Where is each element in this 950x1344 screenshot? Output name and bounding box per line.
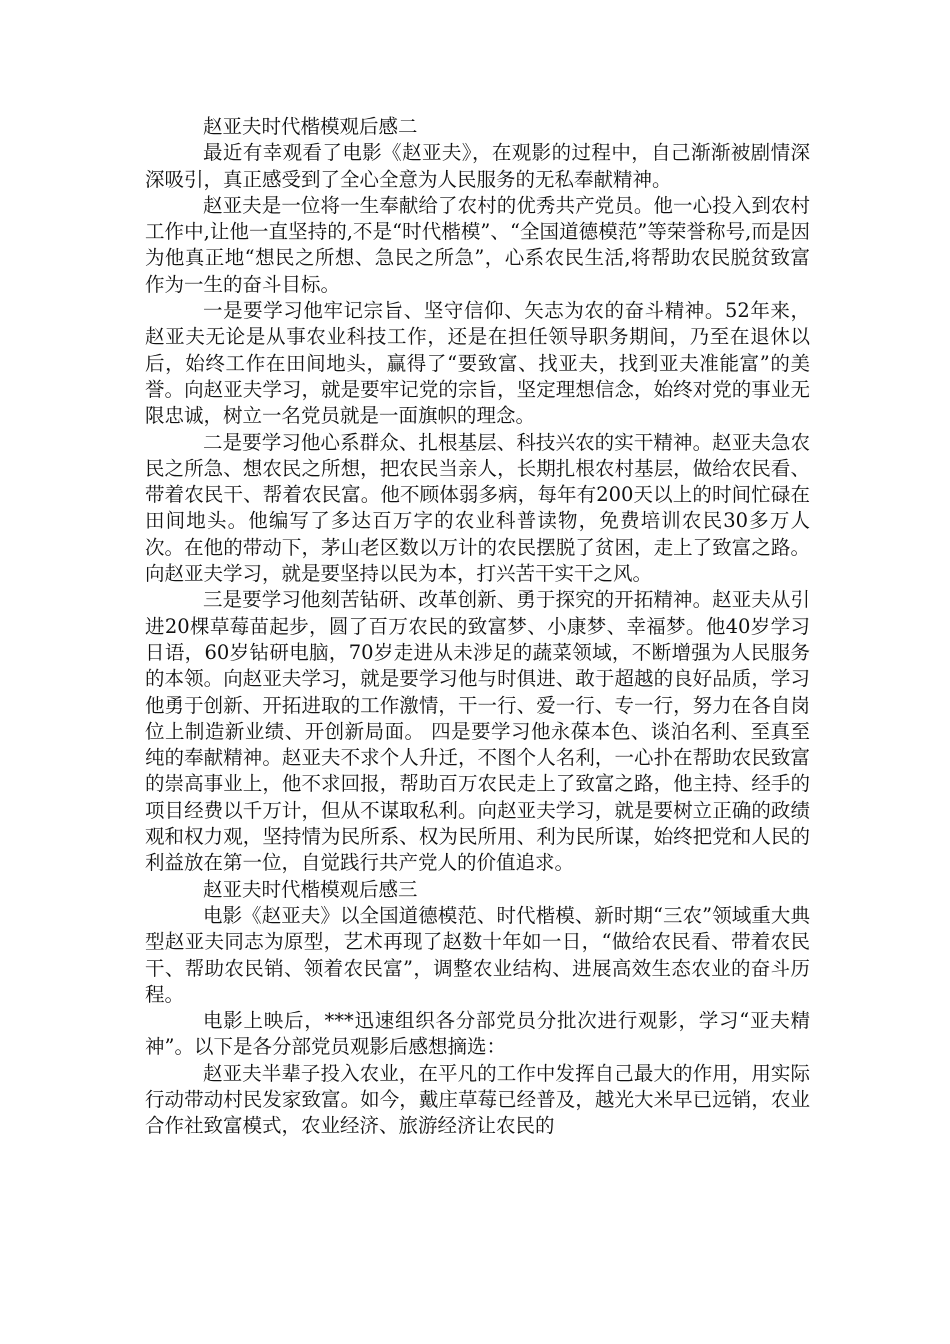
paragraph: 赵亚夫是一位将一生奉献给了农村的优秀共产党员。他一心投入到农村工作中,让他一直坚持的,不是“时代楷模”、“全国道德模范”等荣誉称号,而是因为他真正地“想民之所想、急民之所急”，心系农民生活,将帮助农民脱贫致富作为一生的奋斗目标。	[145, 193, 810, 296]
paragraph: 最近有幸观看了电影《赵亚夫》，在观影的过程中，自己渐渐被剧情深深吸引，真正感受到了全心全意为人民服务的无私奉献精神。	[145, 141, 810, 191]
paragraph: 一是要学习他牢记宗旨、坚守信仰、矢志为农的奋斗精神。52年来，赵亚夫无论是从事农业科技工作，还是在担任领导职务期间，乃至在退休以后，始终工作在田间地头，赢得了“要致富、找亚夫，找到亚夫准能富”的美誉。向赵亚夫学习，就是要牢记党的宗旨，坚定理想信念，始终对党的事业无限忠诚，树立一名党员就是一面旗帜的理念。	[145, 299, 810, 428]
document-page	[145, 114, 810, 1140]
section-title: 赵亚夫时代楷模观后感二	[203, 115, 418, 138]
paragraph: 二是要学习他心系群众、扎根基层、科技兴农的实干精神。赵亚夫急农民之所急、想农民之所想，把农民当亲人，长期扎根农村基层，做给农民看、带着农民干、帮着农民富。他不顾体弱多病，每年有200天以上的时间忙碌在田间地头。他编写了多达百万字的农业科普读物，免费培训农民30多万人次。在他的带动下，茅山老区数以万计的农民摆脱了贫困，走上了致富之路。向赵亚夫学习，就是要坚持以民为本，打兴苦干实干之风。	[145, 430, 810, 586]
paragraph: 赵亚夫半辈子投入农业，在平凡的工作中发挥自己最大的作用，用实际行动带动村民发家致富。如今，戴庄草莓已经普及，越光大米早已远销，农业合作社致富模式，农业经济、旅游经济让农民的	[145, 1061, 810, 1138]
paragraph: 三是要学习他刻苦钻研、改革创新、勇于探究的开拓精神。赵亚夫从引进20棵草莓苗起步，圆了百万农民的致富梦、小康梦、幸福梦。他40岁学习日语，60岁钻研电脑，70岁走进从未涉足的蔬菜领域，不断增强为人民服务的本领。向赵亚夫学习，就是要学习他与时俱进、敢于超越的良好品质，学习他勇于创新、开拓进取的工作激情，干一行、爱一行、专一行，努力在各自岗位上制造新业绩、开创新局面。 四是要学习他永葆本色、谈泊名利、至真至纯的奉献精神。赵亚夫不求个人升迁，不图个人名利，一心扑在帮助农民致富的崇高事业上，他不求回报，帮助百万农民走上了致富之路，他主持、经手的项目经费以千万计，但从不谋取私利。向赵亚夫学习，就是要树立正确的政绩观和权力观，坚持情为民所系、权为民所用、利为民所谋，始终把党和人民的利益放在第一位，自觉践行共产党人的价值追求。	[145, 588, 810, 875]
section-title: 赵亚夫时代楷模观后感三	[203, 877, 418, 901]
section-3	[145, 877, 810, 1140]
paragraph: 电影《赵亚夫》以全国道德模范、时代楷模、新时期“三农”领域重大典型赵亚夫同志为原型，艺术再现了赵数十年如一日，“做给农民看、带着农民干、帮助农民销、领着农民富”，调整农业结构、进展高效生态农业的奋斗历程。	[145, 903, 810, 1006]
paragraph: 电影上映后，***迅速组织各分部党员分批次进行观影，学习“亚夫精神”。以下是各分部党员观影后感想摘选：	[145, 1009, 810, 1059]
section-2	[145, 114, 810, 877]
